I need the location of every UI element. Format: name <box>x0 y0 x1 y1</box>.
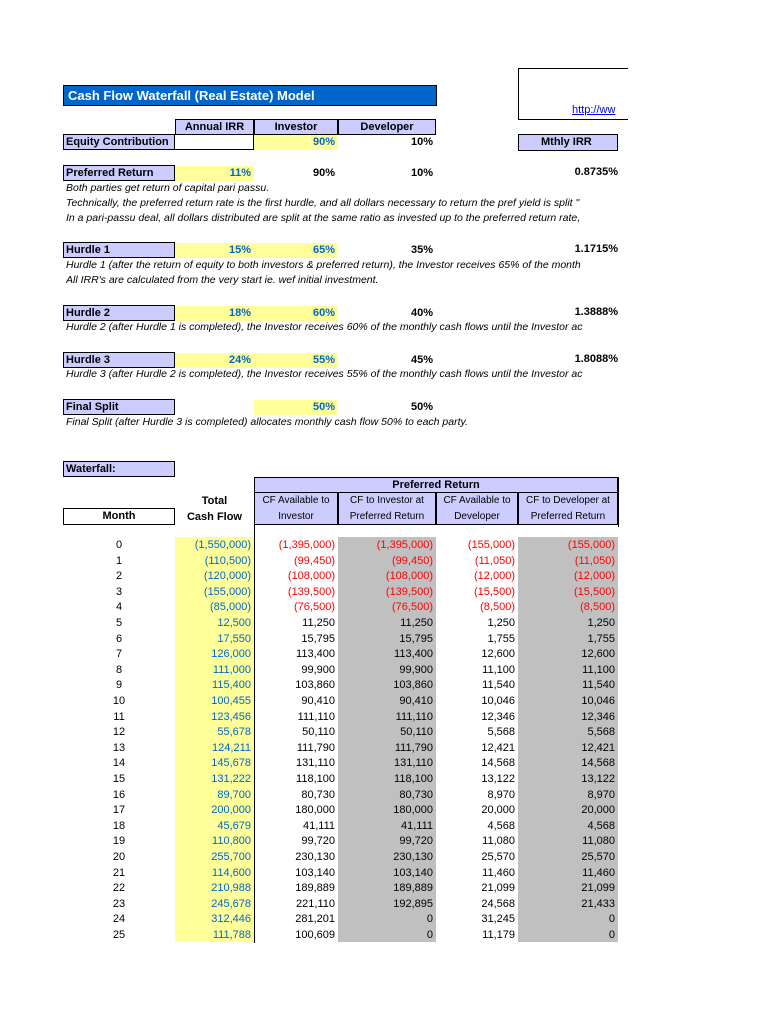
hurdle-3-developer-pct: 45% <box>410 354 433 366</box>
cf-investor-pref-cell: 103,140 <box>393 866 433 879</box>
cf-available-developer-cell: 10,046 <box>481 695 515 707</box>
month-cell: 25 <box>112 929 126 941</box>
total-cash-flow-cell[interactable]: 312,446 <box>211 913 251 926</box>
month-cell: 5 <box>115 617 123 629</box>
month-cell: 20 <box>112 851 126 863</box>
preferred-note: In a pari-passu deal, all dollars distributed are split at the same ratio as invested up to the preferred return rate, <box>66 212 581 224</box>
equity-annual-irr-cell <box>175 134 254 150</box>
cf-available-investor-cell: (139,500) <box>287 585 335 598</box>
cf-developer-pref-cell: 5,568 <box>587 726 615 739</box>
cf-available-developer-cell: 1,250 <box>487 617 515 629</box>
total-header-line2: Cash Flow <box>186 511 242 523</box>
cf-developer-pref-cell: 8,970 <box>587 788 615 801</box>
table-row <box>0 788 768 804</box>
cf-available-developer-cell: 12,600 <box>481 648 515 661</box>
month-cell: 4 <box>115 601 123 614</box>
cf-available-developer-cell: (8,500) <box>480 601 515 614</box>
equity-developer-pct: 10% <box>410 136 433 148</box>
cf-available-investor-cell: 15,795 <box>301 632 335 645</box>
hurdle-2-investor-pct[interactable]: 60% <box>254 306 338 321</box>
cf-available-investor-cell: 281,201 <box>295 913 335 926</box>
table-row <box>0 803 768 819</box>
cf-investor-pref-cell: 99,720 <box>399 835 433 848</box>
cf-available-investor-cell: 221,110 <box>296 897 335 910</box>
hurdle-1-mthly-irr: 1.1715% <box>574 243 618 255</box>
table-row <box>0 850 768 866</box>
waterfall-label: Waterfall: <box>63 461 175 477</box>
cf-investor-pref-cell: 111,110 <box>395 710 433 723</box>
hurdle-1-label: Hurdle 1 <box>63 242 175 258</box>
cf-available-developer-cell: 11,100 <box>482 663 515 676</box>
month-header: Month <box>63 508 175 525</box>
month-cell: 13 <box>112 741 126 754</box>
month-cell: 8 <box>115 663 123 676</box>
preferred-note: Both parties get return of capital pari passu. <box>66 182 270 194</box>
cf-available-investor-cell: (1,395,000) <box>278 539 335 551</box>
month-cell: 17 <box>112 804 126 817</box>
month-cell: 2 <box>115 570 123 583</box>
total-cash-flow-cell[interactable]: 17,550 <box>217 632 251 645</box>
total-cash-flow-cell[interactable]: 255,700 <box>211 851 251 863</box>
cf-investor-pref-cell: 41,111 <box>400 819 433 832</box>
table-row <box>0 725 768 741</box>
total-cash-flow-cell[interactable]: 115,400 <box>212 679 251 692</box>
table-row <box>0 632 768 648</box>
cf-available-developer-cell: 12,421 <box>481 741 515 754</box>
table-row <box>0 663 768 679</box>
month-cell: 24 <box>112 913 126 926</box>
table-row <box>0 881 768 897</box>
total-cash-flow-cell[interactable]: (1,550,000) <box>194 539 251 551</box>
cf-developer-pref-cell: 12,421 <box>581 741 615 754</box>
cf-available-investor-cell: 230,130 <box>295 851 335 863</box>
table-row <box>0 866 768 882</box>
cf-developer-pref-cell: 4,568 <box>587 819 615 832</box>
cf-investor-pref-cell: (99,450) <box>392 554 433 567</box>
cf-available-investor-cell: 50,110 <box>302 726 335 739</box>
total-cash-flow-cell[interactable]: 145,678 <box>211 757 251 770</box>
total-cash-flow-cell[interactable]: 89,700 <box>217 788 251 801</box>
cf-investor-pref-cell: 118,100 <box>394 773 433 785</box>
total-cash-flow-cell[interactable]: 126,000 <box>211 648 251 661</box>
total-cash-flow-cell[interactable]: 110,800 <box>212 835 251 848</box>
month-cell: 22 <box>112 882 126 895</box>
final-investor-pct[interactable]: 50% <box>254 400 338 415</box>
cf-investor-pref-cell: 90,410 <box>399 695 433 707</box>
cf-available-developer-cell: 1,755 <box>487 632 515 645</box>
table-row <box>0 756 768 772</box>
month-cell: 9 <box>115 679 123 692</box>
hurdle-3-note: Hurdle 3 (after Hurdle 2 is completed), the Investor receives 55% of the monthly cash flows until the Investor ac <box>66 368 583 380</box>
hurdle-3-label: Hurdle 3 <box>63 352 175 368</box>
month-cell: 18 <box>112 819 126 832</box>
cf-available-investor-cell: 99,900 <box>301 663 335 676</box>
cf-available-investor-header: CF Available to Investor <box>254 493 338 525</box>
cf-developer-pref-cell: 12,346 <box>581 710 615 723</box>
hurdle-3-investor-pct[interactable]: 55% <box>254 353 338 368</box>
cf-investor-pref-cell: 103,860 <box>393 679 433 692</box>
cf-available-investor-cell: 11,250 <box>302 617 335 629</box>
total-cash-flow-cell[interactable]: 111,788 <box>212 929 251 941</box>
cf-developer-pref-cell: (12,000) <box>574 570 615 583</box>
website-link[interactable]: http://ww <box>572 104 616 116</box>
cf-available-investor-cell: 41,111 <box>302 819 335 832</box>
cf-available-investor-cell: 189,889 <box>295 882 335 895</box>
hurdle-2-label: Hurdle 2 <box>63 305 175 321</box>
table-row <box>0 569 768 585</box>
cf-available-investor-cell: 103,140 <box>295 866 335 879</box>
cf-available-developer-cell: 20,000 <box>481 804 515 817</box>
developer-header: Developer <box>338 119 436 135</box>
cf-investor-pref-cell: 0 <box>426 929 433 941</box>
cf-available-investor-cell: (76,500) <box>294 601 335 614</box>
hurdle-2-annual-irr[interactable]: 18% <box>175 306 254 321</box>
total-cash-flow-cell[interactable]: 114,600 <box>212 866 251 879</box>
cf-investor-pref-cell: 131,110 <box>394 757 433 770</box>
final-split-note: Final Split (after Hurdle 3 is completed) allocates monthly cash flow 50% to each party. <box>66 416 468 428</box>
cf-available-investor-cell: 118,100 <box>296 773 335 785</box>
preferred-return-label: Preferred Return <box>63 165 175 181</box>
preferred-developer-pct: 10% <box>410 167 433 179</box>
month-cell: 0 <box>115 539 123 551</box>
table-row <box>0 585 768 601</box>
total-cash-flow-cell[interactable]: 200,000 <box>211 804 251 817</box>
month-cell: 16 <box>112 788 126 801</box>
hurdle-3-mthly-irr: 1.8088% <box>574 353 618 365</box>
cf-developer-pref-cell: 11,100 <box>582 663 615 676</box>
total-cash-flow-cell[interactable]: 210,988 <box>211 882 251 895</box>
cf-investor-pref-cell: 99,900 <box>399 663 433 676</box>
cf-available-developer-cell: 24,568 <box>481 897 515 910</box>
total-cash-flow-cell[interactable]: 45,679 <box>217 819 251 832</box>
preferred-annual-irr[interactable]: 11% <box>175 166 254 181</box>
cf-available-investor-cell: 113,400 <box>296 648 335 661</box>
month-cell: 19 <box>112 835 126 848</box>
investor-header: Investor <box>254 119 338 135</box>
equity-contribution-label: Equity Contribution <box>63 134 175 150</box>
final-developer-pct: 50% <box>410 401 433 413</box>
cf-investor-pref-cell: 111,790 <box>394 741 433 754</box>
cf-investor-pref-cell: 50,110 <box>400 726 433 739</box>
cf-available-developer-cell: (15,500) <box>474 585 515 598</box>
cf-developer-pref-header: CF to Developer at Preferred Return <box>518 493 618 525</box>
total-cash-flow-cell[interactable]: 100,455 <box>211 695 251 707</box>
cf-developer-pref-cell: 1,250 <box>587 617 615 629</box>
cf-developer-pref-cell: 12,600 <box>581 648 615 661</box>
cf-investor-pref-cell: 15,795 <box>399 632 433 645</box>
cf-investor-pref-cell: (1,395,000) <box>376 539 433 551</box>
cf-available-developer-cell: 11,179 <box>482 929 515 941</box>
cf-available-developer-cell: (155,000) <box>467 539 515 551</box>
total-cash-flow-cell[interactable]: 245,678 <box>211 897 251 910</box>
preferred-note: Technically, the preferred return rate is the first hurdle, and all dollars necessary to return the pref yield is split " <box>66 197 580 209</box>
cf-available-developer-cell: 31,245 <box>481 913 515 926</box>
month-cell: 12 <box>112 726 126 739</box>
cf-investor-pref-cell: (108,000) <box>385 570 433 583</box>
table-row <box>0 710 768 726</box>
table-row <box>0 897 768 913</box>
cf-investor-pref-header: CF to Investor at Preferred Return <box>338 493 436 525</box>
cf-developer-pref-cell: 11,540 <box>582 679 615 692</box>
total-cash-flow-cell[interactable]: 131,222 <box>211 773 251 785</box>
total-cash-flow-cell[interactable]: 55,678 <box>217 726 251 739</box>
cf-developer-pref-cell: 0 <box>608 913 615 926</box>
cf-developer-pref-cell: 21,099 <box>581 882 615 895</box>
cf-available-developer-cell: 12,346 <box>481 710 515 723</box>
cf-developer-pref-cell: (8,500) <box>580 601 615 614</box>
total-cash-flow-cell[interactable]: (110,500) <box>204 554 251 567</box>
cf-developer-pref-cell: 0 <box>608 929 615 941</box>
cf-available-developer-header: CF Available to Developer <box>436 493 518 525</box>
table-row <box>0 616 768 632</box>
table-row <box>0 647 768 663</box>
total-header-line1: Total <box>201 495 228 507</box>
cf-investor-pref-cell: (76,500) <box>392 601 433 614</box>
cf-available-developer-cell: 11,460 <box>482 866 515 879</box>
table-row <box>0 678 768 694</box>
cf-investor-pref-cell: 180,000 <box>393 804 433 817</box>
cf-investor-pref-cell: 0 <box>426 913 433 926</box>
table-row <box>0 912 768 928</box>
hurdle-1-annual-irr[interactable]: 15% <box>175 243 254 258</box>
cf-available-developer-cell: 21,099 <box>481 882 515 895</box>
month-cell: 15 <box>112 773 126 785</box>
cf-developer-pref-cell: 14,568 <box>581 757 615 770</box>
hurdle-1-developer-pct: 35% <box>410 244 433 256</box>
cf-developer-pref-cell: (155,000) <box>567 539 615 551</box>
cf-available-investor-cell: 111,790 <box>296 741 335 754</box>
cf-available-developer-cell: (12,000) <box>474 570 515 583</box>
cf-developer-pref-cell: (15,500) <box>574 585 615 598</box>
total-cash-flow-cell[interactable]: (120,000) <box>203 570 251 583</box>
cf-investor-pref-cell: 189,889 <box>393 882 433 895</box>
table-row <box>0 538 768 554</box>
month-cell: 7 <box>115 648 123 661</box>
cf-developer-pref-cell: (11,050) <box>574 554 615 567</box>
cf-available-investor-cell: 90,410 <box>301 695 335 707</box>
cf-investor-pref-cell: 230,130 <box>393 851 433 863</box>
cf-developer-pref-cell: 11,460 <box>582 866 615 879</box>
total-cash-flow-cell[interactable]: (85,000) <box>210 601 251 614</box>
month-cell: 11 <box>113 710 125 723</box>
hurdle-1-note: All IRR's are calculated from the very start ie. wef initial investment. <box>66 274 379 286</box>
cf-available-developer-cell: 11,080 <box>482 835 515 848</box>
cf-available-developer-cell: 25,570 <box>481 851 515 863</box>
table-row <box>0 819 768 835</box>
mthly-irr-header: Mthly IRR <box>518 134 618 151</box>
cf-investor-pref-cell: 113,400 <box>394 648 433 661</box>
cf-available-investor-cell: 131,110 <box>296 757 335 770</box>
cf-available-investor-cell: 80,730 <box>301 788 335 801</box>
table-row <box>0 928 768 944</box>
cf-investor-pref-cell: 80,730 <box>399 788 433 801</box>
table-row <box>0 694 768 710</box>
cf-available-developer-cell: 5,568 <box>487 726 515 739</box>
cf-investor-pref-cell: (139,500) <box>385 585 433 598</box>
cf-available-developer-cell: 8,970 <box>487 788 515 801</box>
total-cash-flow-cell[interactable]: 124,211 <box>212 741 251 754</box>
cf-developer-pref-cell: 21,433 <box>581 897 615 910</box>
table-row <box>0 554 768 570</box>
month-cell: 14 <box>112 757 126 770</box>
cf-available-investor-cell: 180,000 <box>295 804 335 817</box>
month-cell: 23 <box>112 897 126 910</box>
cf-developer-pref-cell: 11,080 <box>582 835 615 848</box>
column-divider <box>618 477 619 527</box>
month-cell: 1 <box>115 554 123 567</box>
cf-developer-pref-cell: 13,122 <box>581 773 615 785</box>
cf-available-investor-cell: 111,110 <box>297 710 335 723</box>
cf-available-investor-cell: (99,450) <box>294 554 335 567</box>
total-cash-flow-cell[interactable]: 123,456 <box>211 710 251 723</box>
table-row <box>0 834 768 850</box>
cf-available-developer-cell: 4,568 <box>487 819 515 832</box>
month-cell: 10 <box>112 695 126 707</box>
cf-available-developer-cell: (11,050) <box>474 554 515 567</box>
final-split-label: Final Split <box>63 399 175 415</box>
equity-investor-pct[interactable]: 90% <box>254 135 338 150</box>
table-row <box>0 741 768 757</box>
preferred-mthly-irr: 0.8735% <box>574 166 618 178</box>
hurdle-2-note: Hurdle 2 (after Hurdle 1 is completed), the Investor receives 60% of the monthly cash flows until the Investor ac <box>66 321 583 333</box>
preferred-return-group-header: Preferred Return <box>254 477 618 493</box>
hurdle-1-investor-pct[interactable]: 65% <box>254 243 338 258</box>
total-cash-flow-cell[interactable]: 12,500 <box>217 617 251 629</box>
month-cell: 3 <box>115 585 123 598</box>
cf-developer-pref-cell: 10,046 <box>581 695 615 707</box>
hurdle-2-developer-pct: 40% <box>410 307 433 319</box>
model-title: Cash Flow Waterfall (Real Estate) Model <box>63 85 437 106</box>
month-cell: 6 <box>115 632 123 645</box>
hurdle-2-mthly-irr: 1.3888% <box>574 306 618 318</box>
hurdle-3-annual-irr[interactable]: 24% <box>175 353 254 368</box>
cf-available-investor-cell: 100,609 <box>295 929 335 941</box>
cf-available-developer-cell: 13,122 <box>481 773 515 785</box>
annual-irr-header: Annual IRR <box>175 119 254 135</box>
cf-available-developer-cell: 14,568 <box>481 757 515 770</box>
cf-available-investor-cell: (108,000) <box>287 570 335 583</box>
total-cash-flow-cell[interactable]: 111,000 <box>212 663 251 676</box>
cf-developer-pref-cell: 20,000 <box>581 804 615 817</box>
month-cell: 21 <box>112 866 126 879</box>
cf-available-investor-cell: 103,860 <box>295 679 335 692</box>
total-cash-flow-cell[interactable]: (155,000) <box>203 585 251 598</box>
cf-developer-pref-cell: 25,570 <box>581 851 615 863</box>
cf-investor-pref-cell: 11,250 <box>400 617 433 629</box>
table-row <box>0 600 768 616</box>
cf-available-investor-cell: 99,720 <box>301 835 335 848</box>
cf-developer-pref-cell: 1,755 <box>587 632 615 645</box>
hurdle-1-note: Hurdle 1 (after the return of equity to both investors & preferred return), the Investor receives 65% of the month <box>66 259 581 271</box>
preferred-investor-pct: 90% <box>312 167 335 179</box>
cf-available-developer-cell: 11,540 <box>482 679 515 692</box>
cf-investor-pref-cell: 192,895 <box>393 897 433 910</box>
table-row <box>0 772 768 788</box>
